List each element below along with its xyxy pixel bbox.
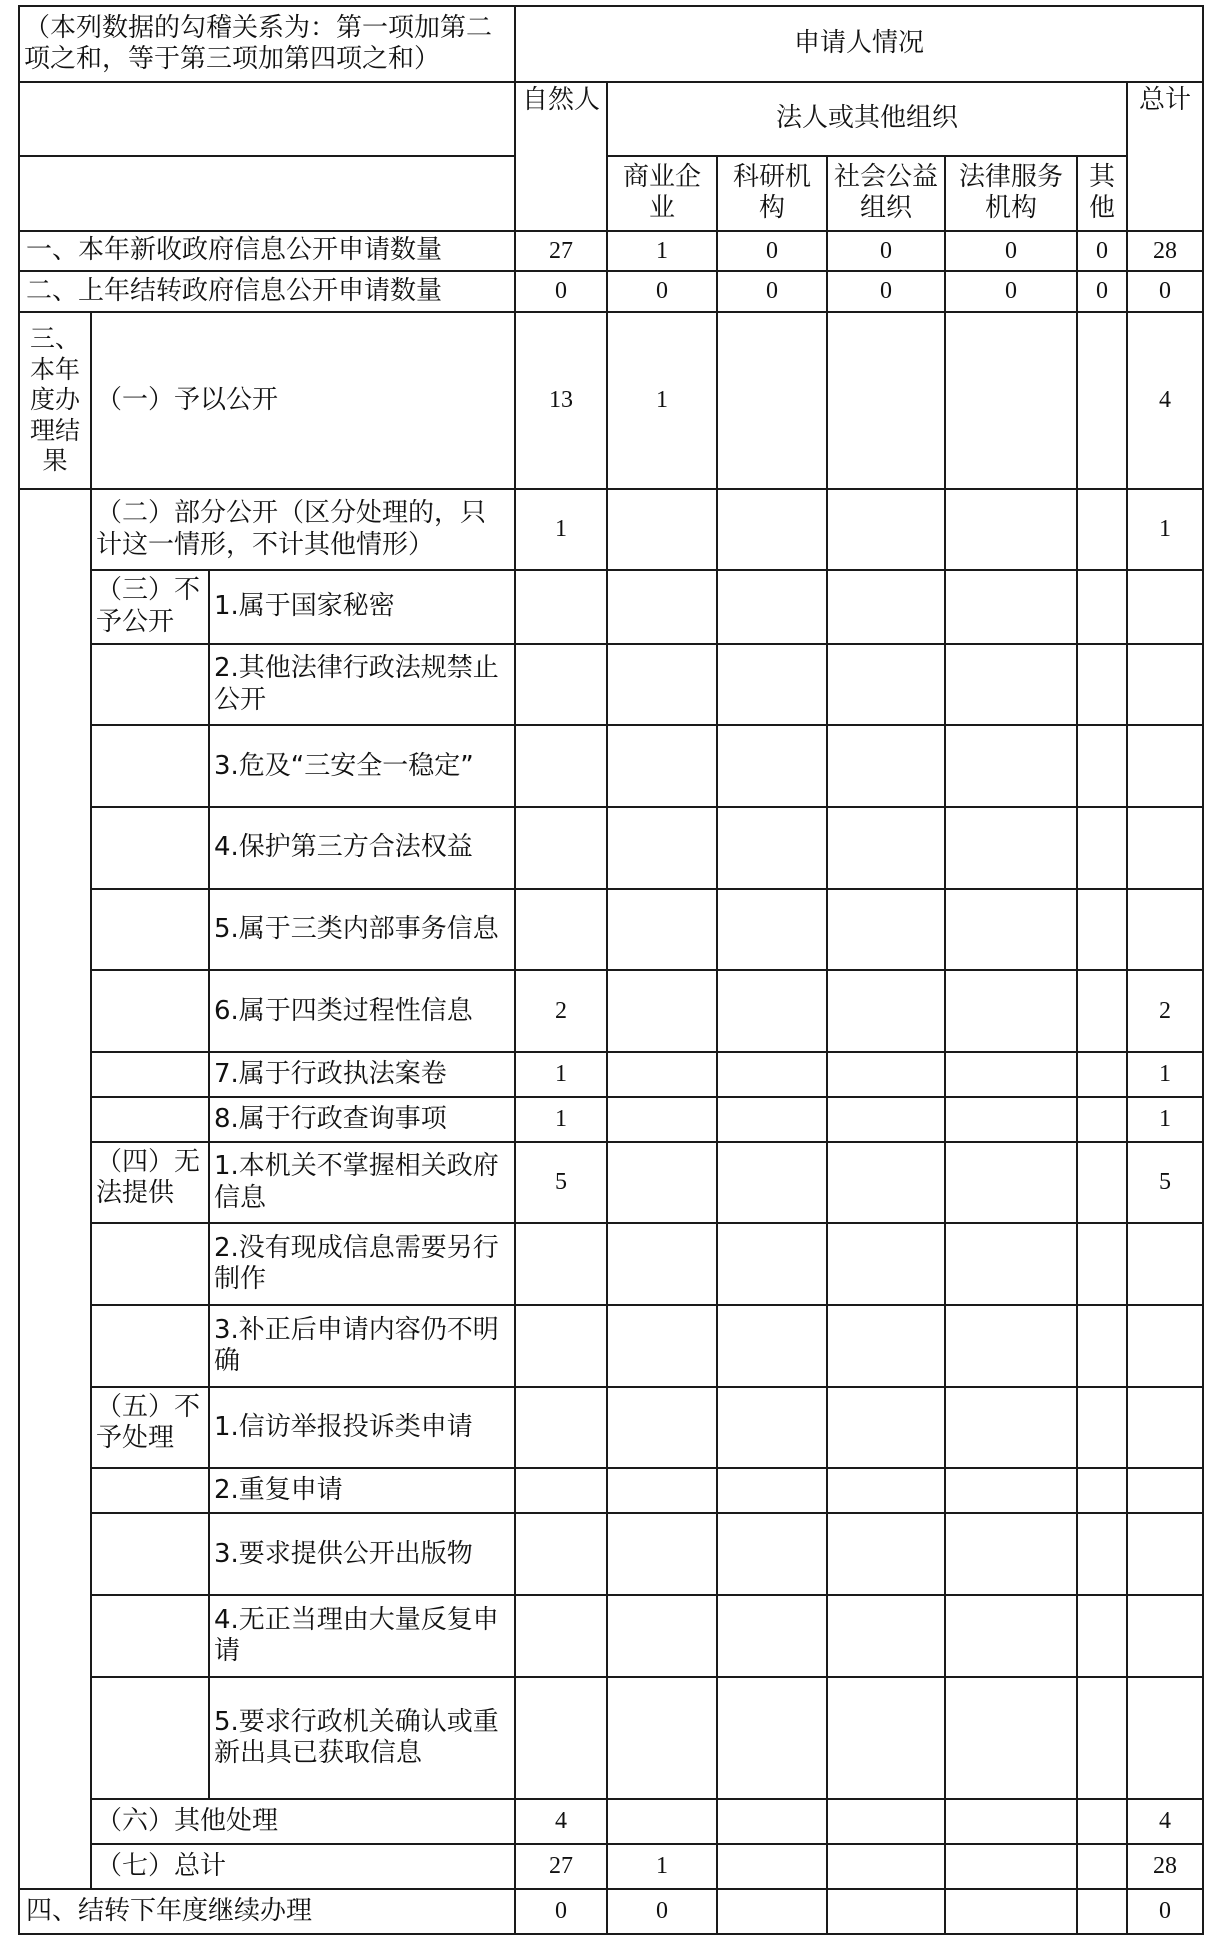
value-cell <box>827 1097 945 1142</box>
value-cell <box>827 725 945 807</box>
value-cell <box>827 1468 945 1513</box>
value-cell <box>1127 1468 1203 1513</box>
value-cell <box>607 1052 717 1097</box>
header-public-welfare: 社会公益组织 <box>827 156 945 231</box>
table-row <box>19 1889 1203 1934</box>
subgroup-spacer <box>91 1468 209 1513</box>
value-cell: 1 <box>515 489 607 571</box>
value-cell <box>945 1677 1077 1799</box>
value-cell <box>1127 725 1203 807</box>
value-cell <box>827 1387 945 1469</box>
value-cell <box>1077 1889 1127 1934</box>
value-cell <box>827 570 945 643</box>
value-cell <box>515 725 607 807</box>
value-cell <box>607 570 717 643</box>
value-cell <box>515 889 607 971</box>
value-cell <box>1077 1097 1127 1142</box>
group-spacer <box>19 570 91 643</box>
table-row <box>19 644 1203 726</box>
table-row <box>19 889 1203 971</box>
value-cell <box>717 1387 827 1469</box>
group-spacer <box>19 725 91 807</box>
value-cell <box>607 1142 717 1224</box>
value-cell <box>717 1052 827 1097</box>
value-cell: 0 <box>827 231 945 272</box>
item-label: 5.要求行政机关确认或重新出具已获取信息 <box>209 1677 515 1799</box>
value-cell <box>1127 644 1203 726</box>
item-label: 2.没有现成信息需要另行制作 <box>209 1223 515 1305</box>
group-spacer <box>19 970 91 1052</box>
value-cell <box>1077 570 1127 643</box>
subgroup-spacer <box>91 1097 209 1142</box>
value-cell <box>1077 1305 1127 1387</box>
table-row <box>19 1799 1203 1844</box>
value-cell: 13 <box>515 312 607 489</box>
value-cell <box>827 970 945 1052</box>
item-label: 3.要求提供公开出版物 <box>209 1513 515 1595</box>
value-cell <box>515 1468 607 1513</box>
header-legal-or-other-org: 法人或其他组织 <box>607 82 1127 157</box>
group-spacer <box>19 1468 91 1513</box>
foia-statistics-table <box>18 5 1204 1935</box>
table-row <box>19 970 1203 1052</box>
value-cell <box>1077 889 1127 971</box>
value-cell <box>717 570 827 643</box>
value-cell <box>515 1513 607 1595</box>
value-cell <box>945 970 1077 1052</box>
value-cell <box>945 1468 1077 1513</box>
table-row <box>19 1677 1203 1799</box>
value-cell <box>717 1595 827 1677</box>
value-cell <box>945 1052 1077 1097</box>
value-cell <box>945 1305 1077 1387</box>
value-cell: 4 <box>515 1799 607 1844</box>
table-row <box>19 1844 1203 1889</box>
value-cell: 1 <box>515 1052 607 1097</box>
value-cell <box>945 1142 1077 1224</box>
table-row <box>19 1142 1203 1224</box>
value-cell <box>945 1799 1077 1844</box>
value-cell <box>1127 570 1203 643</box>
value-cell <box>1127 1595 1203 1677</box>
value-cell <box>1077 1387 1127 1469</box>
item-label: 3.补正后申请内容仍不明确 <box>209 1305 515 1387</box>
subgroup-spacer <box>91 1223 209 1305</box>
value-cell <box>945 1595 1077 1677</box>
value-cell <box>945 1097 1077 1142</box>
table-row <box>19 312 1203 489</box>
value-cell <box>827 1677 945 1799</box>
group-spacer <box>19 1677 91 1799</box>
value-cell <box>515 1223 607 1305</box>
value-cell <box>945 725 1077 807</box>
value-cell <box>945 1223 1077 1305</box>
value-cell <box>607 1305 717 1387</box>
value-cell <box>827 1844 945 1889</box>
blank-header-cell <box>19 156 515 231</box>
corner-note: （本列数据的勾稽关系为：第一项加第二项之和，等于第三项加第四项之和） <box>19 6 515 82</box>
item-label: 1.信访举报投诉类申请 <box>209 1387 515 1469</box>
value-cell <box>1077 644 1127 726</box>
table-row <box>19 725 1203 807</box>
group-spacer <box>19 1844 91 1889</box>
value-cell <box>717 970 827 1052</box>
header-research: 科研机构 <box>717 156 827 231</box>
value-cell <box>1077 1799 1127 1844</box>
subgroup-label: （三）不予公开 <box>91 570 209 643</box>
item-label: 3.危及“三安全一稳定” <box>209 725 515 807</box>
value-cell <box>515 1305 607 1387</box>
group-spacer <box>19 1305 91 1387</box>
value-cell <box>1077 807 1127 889</box>
value-cell <box>945 1844 1077 1889</box>
value-cell: 0 <box>607 271 717 312</box>
value-cell <box>717 1513 827 1595</box>
value-cell <box>607 970 717 1052</box>
value-cell <box>717 1142 827 1224</box>
value-cell <box>827 312 945 489</box>
row-label: （一）予以公开 <box>91 312 515 489</box>
value-cell <box>1127 1677 1203 1799</box>
value-cell <box>515 1595 607 1677</box>
value-cell: 0 <box>945 231 1077 272</box>
value-cell: 4 <box>1127 312 1203 489</box>
value-cell <box>1077 1052 1127 1097</box>
value-cell <box>945 644 1077 726</box>
value-cell <box>1077 970 1127 1052</box>
row-label: （二）部分公开（区分处理的，只计这一情形，不计其他情形） <box>91 489 515 571</box>
group-spacer <box>19 1799 91 1844</box>
row-label: （七）总计 <box>91 1844 515 1889</box>
value-cell: 1 <box>1127 1097 1203 1142</box>
table-row <box>19 1097 1203 1142</box>
value-cell <box>827 489 945 571</box>
value-cell <box>607 889 717 971</box>
value-cell <box>1077 312 1127 489</box>
group-spacer <box>19 1595 91 1677</box>
group-spacer <box>19 1142 91 1224</box>
value-cell <box>945 807 1077 889</box>
group-spacer <box>19 644 91 726</box>
row-label: （六）其他处理 <box>91 1799 515 1844</box>
table-row <box>19 1223 1203 1305</box>
subgroup-label: （四）无法提供 <box>91 1142 209 1224</box>
value-cell <box>827 889 945 971</box>
value-cell: 0 <box>1127 1889 1203 1934</box>
item-label: 8.属于行政查询事项 <box>209 1097 515 1142</box>
value-cell <box>1127 1223 1203 1305</box>
value-cell <box>515 570 607 643</box>
row-label: 二、上年结转政府信息公开申请数量 <box>19 271 515 312</box>
table-row <box>19 1305 1203 1387</box>
value-cell <box>945 1513 1077 1595</box>
header-total: 总计 <box>1127 82 1203 231</box>
value-cell <box>1077 1677 1127 1799</box>
value-cell <box>1077 1142 1127 1224</box>
value-cell <box>1077 725 1127 807</box>
row-label: 一、本年新收政府信息公开申请数量 <box>19 231 515 272</box>
value-cell: 0 <box>1077 271 1127 312</box>
value-cell <box>1077 1513 1127 1595</box>
group-spacer <box>19 489 91 571</box>
subgroup-spacer <box>91 1513 209 1595</box>
item-label: 6.属于四类过程性信息 <box>209 970 515 1052</box>
item-label: 7.属于行政执法案卷 <box>209 1052 515 1097</box>
value-cell <box>607 489 717 571</box>
value-cell: 0 <box>515 1889 607 1934</box>
table-row <box>19 1513 1203 1595</box>
value-cell: 4 <box>1127 1799 1203 1844</box>
value-cell <box>1127 1513 1203 1595</box>
value-cell <box>607 1468 717 1513</box>
header-legal-service: 法律服务机构 <box>945 156 1077 231</box>
value-cell: 0 <box>717 271 827 312</box>
subgroup-spacer <box>91 1595 209 1677</box>
value-cell <box>607 807 717 889</box>
value-cell <box>827 1799 945 1844</box>
value-cell <box>827 1305 945 1387</box>
value-cell: 0 <box>607 1889 717 1934</box>
value-cell: 27 <box>515 231 607 272</box>
item-label: 2.重复申请 <box>209 1468 515 1513</box>
value-cell: 1 <box>1127 489 1203 571</box>
subgroup-label: （五）不予处理 <box>91 1387 209 1469</box>
value-cell <box>717 1844 827 1889</box>
group-spacer <box>19 1387 91 1469</box>
value-cell: 0 <box>515 271 607 312</box>
value-cell <box>945 570 1077 643</box>
value-cell <box>607 1097 717 1142</box>
value-cell <box>945 489 1077 571</box>
value-cell: 0 <box>1077 231 1127 272</box>
value-cell <box>827 644 945 726</box>
value-cell <box>607 725 717 807</box>
subgroup-spacer <box>91 970 209 1052</box>
value-cell <box>607 1799 717 1844</box>
value-cell <box>1127 1305 1203 1387</box>
subgroup-spacer <box>91 1052 209 1097</box>
group-spacer <box>19 807 91 889</box>
value-cell <box>717 1097 827 1142</box>
value-cell <box>827 1595 945 1677</box>
value-cell: 0 <box>827 271 945 312</box>
value-cell <box>717 807 827 889</box>
value-cell <box>717 489 827 571</box>
value-cell <box>945 1889 1077 1934</box>
value-cell <box>717 1677 827 1799</box>
value-cell: 5 <box>1127 1142 1203 1224</box>
table-row <box>19 807 1203 889</box>
value-cell: 0 <box>1127 271 1203 312</box>
value-cell <box>607 1387 717 1469</box>
value-cell <box>607 644 717 726</box>
value-cell <box>945 312 1077 489</box>
value-cell <box>717 889 827 971</box>
value-cell <box>717 644 827 726</box>
value-cell: 1 <box>607 231 717 272</box>
subgroup-spacer <box>91 1677 209 1799</box>
value-cell: 27 <box>515 1844 607 1889</box>
value-cell <box>515 1677 607 1799</box>
value-cell <box>945 889 1077 971</box>
value-cell: 2 <box>1127 970 1203 1052</box>
table-row <box>19 489 1203 571</box>
table-row <box>19 1387 1203 1469</box>
value-cell <box>827 1052 945 1097</box>
header-other: 其他 <box>1077 156 1127 231</box>
value-cell: 0 <box>717 231 827 272</box>
table-row <box>19 570 1203 643</box>
value-cell <box>1077 1844 1127 1889</box>
group-spacer <box>19 1052 91 1097</box>
header-commercial: 商业企业 <box>607 156 717 231</box>
value-cell: 28 <box>1127 1844 1203 1889</box>
item-label: 1.本机关不掌握相关政府信息 <box>209 1142 515 1224</box>
value-cell <box>827 807 945 889</box>
row-label: 四、结转下年度继续办理 <box>19 1889 515 1934</box>
value-cell <box>1077 1468 1127 1513</box>
value-cell <box>1077 1223 1127 1305</box>
value-cell <box>515 1387 607 1469</box>
subgroup-spacer <box>91 644 209 726</box>
value-cell <box>717 1468 827 1513</box>
value-cell <box>607 1595 717 1677</box>
value-cell <box>717 312 827 489</box>
value-cell <box>717 725 827 807</box>
group-spacer <box>19 889 91 971</box>
value-cell <box>1127 807 1203 889</box>
value-cell <box>717 1799 827 1844</box>
header-natural-person: 自然人 <box>515 82 607 231</box>
value-cell <box>717 1223 827 1305</box>
value-cell: 1 <box>607 1844 717 1889</box>
value-cell <box>607 1677 717 1799</box>
value-cell <box>827 1889 945 1934</box>
item-label: 2.其他法律行政法规禁止公开 <box>209 644 515 726</box>
value-cell <box>1077 1595 1127 1677</box>
value-cell <box>515 644 607 726</box>
value-cell <box>515 807 607 889</box>
subgroup-spacer <box>91 889 209 971</box>
header-applicant-situation: 申请人情况 <box>515 6 1203 82</box>
value-cell <box>607 1513 717 1595</box>
table-row <box>19 1468 1203 1513</box>
subgroup-spacer <box>91 725 209 807</box>
subgroup-spacer <box>91 807 209 889</box>
item-label: 1.属于国家秘密 <box>209 570 515 643</box>
value-cell: 28 <box>1127 231 1203 272</box>
value-cell: 5 <box>515 1142 607 1224</box>
table-row <box>19 231 1203 272</box>
value-cell <box>607 1223 717 1305</box>
group-label: 三、本年度办理结果 <box>19 312 91 489</box>
table-row <box>19 1052 1203 1097</box>
value-cell: 1 <box>607 312 717 489</box>
value-cell <box>827 1142 945 1224</box>
table-row <box>19 271 1203 312</box>
item-label: 5.属于三类内部事务信息 <box>209 889 515 971</box>
group-spacer <box>19 1513 91 1595</box>
value-cell <box>717 1889 827 1934</box>
value-cell <box>827 1513 945 1595</box>
value-cell: 0 <box>945 271 1077 312</box>
item-label: 4.保护第三方合法权益 <box>209 807 515 889</box>
value-cell <box>1127 1387 1203 1469</box>
table-row <box>19 1595 1203 1677</box>
value-cell <box>945 1387 1077 1469</box>
value-cell <box>827 1223 945 1305</box>
value-cell: 1 <box>1127 1052 1203 1097</box>
value-cell <box>717 1305 827 1387</box>
value-cell <box>1127 889 1203 971</box>
group-spacer <box>19 1097 91 1142</box>
value-cell: 1 <box>515 1097 607 1142</box>
value-cell: 2 <box>515 970 607 1052</box>
blank-header-cell <box>19 82 515 157</box>
item-label: 4.无正当理由大量反复申请 <box>209 1595 515 1677</box>
subgroup-spacer <box>91 1305 209 1387</box>
value-cell <box>1077 489 1127 571</box>
group-spacer <box>19 1223 91 1305</box>
